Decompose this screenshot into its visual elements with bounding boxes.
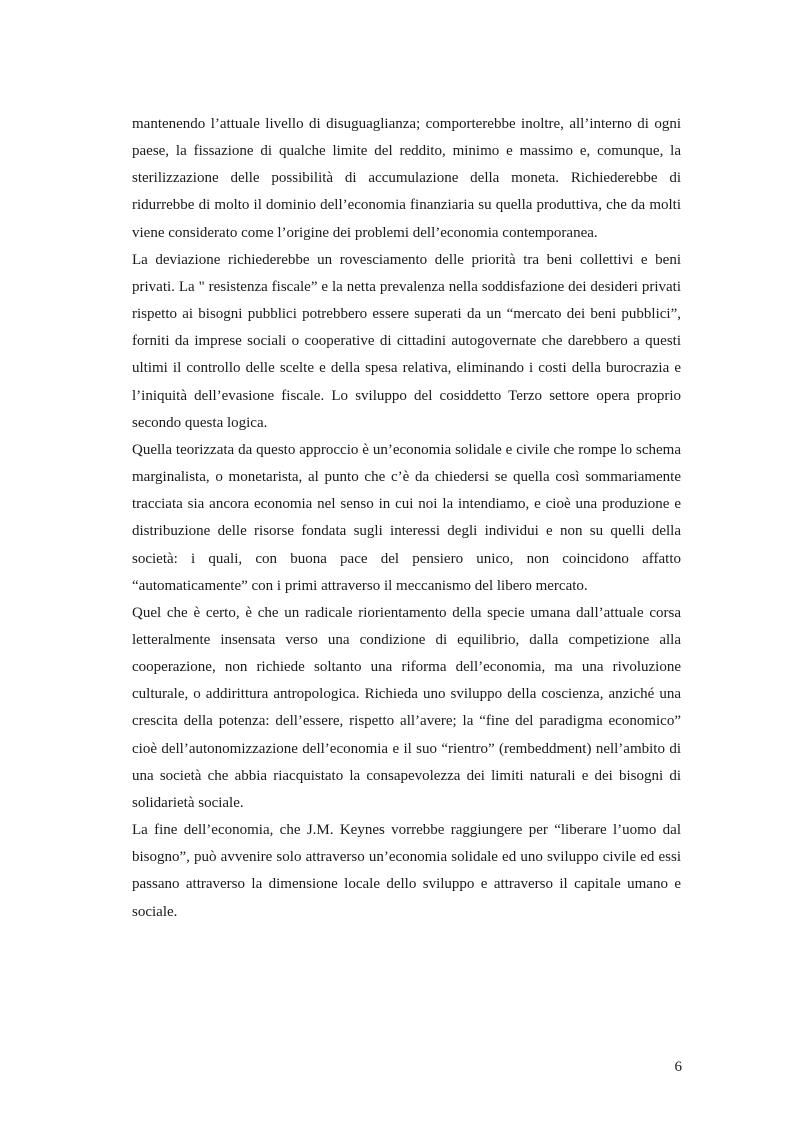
paragraph-3: Quella teorizzata da questo approccio è un’economia solidale e civile che rompe lo schema marginalista, o monetarista, al punto che c’è da chiedersi se quella così sommariamente tracciata sia ancora economia nel senso in cui noi la intendiamo, e cioè una produzione e distribuzione delle risorse fondata sugli interessi degli individui e non su quelli della società: i quali, con buona pace del pensiero unico, non coincidono affatto “automaticamente” con i primi attraverso il meccanismo del libero mercato. <box>132 441 681 594</box>
page-number: 6 <box>674 1059 682 1075</box>
paragraph-1: mantenendo l’attuale livello di disuguaglianza; comporterebbe inoltre, all’interno di ogni paese, la fissazione di qualche limite del reddito, minimo e massimo e, comunque, la sterilizzazione delle possibilità di accumulazione della moneta. Richiederebbe di ridurrebbe di molto il dominio dell’economia finanziaria su quella produttiva, che da molti viene considerato come l’origine dei problemi dell’economia contemporanea. <box>132 116 681 241</box>
paragraph-5: La fine dell’economia, che J.M. Keynes vorrebbe raggiungere per “liberare l’uomo dal bisogno”, può avvenire solo attraverso un’economia solidale ed uno sviluppo civile ed essi passano attraverso la dimensione locale dello sviluppo e attraverso il capitale umano e sociale. <box>132 822 681 920</box>
paragraph-4: Quel che è certo, è che un radicale riorientamento della specie umana dall’attuale corsa letteralmente insensata verso una condizione di equilibrio, dalla competizione alla cooperazione, non richiede soltanto una riforma dell’economia, ma una rivoluzione culturale, o addirittura antropologica. Richieda uno sviluppo della coscienza, anziché una crescita della potenza: dell’essere, rispetto all’avere; la “fine del paradigma economico” cioè dell’autonomizzazione dell’economia e il suo “rientro” (rembeddment) nell’ambito di una società che abbia riacquistato la consapevolezza dei limiti naturali e dei bisogni di solidarietà sociale. <box>132 604 681 811</box>
body-text <box>132 111 681 926</box>
paragraph-2: La deviazione richiederebbe un rovesciamento delle priorità tra beni collettivi e beni privati. La " resistenza fiscale” e la netta prevalenza nella soddisfazione dei desideri privati rispetto ai bisogni pubblici potrebbero essere superati da un “mercato dei beni pubblici”, forniti da imprese sociali o cooperative di cittadini autogovernate che darebbero a questi ultimi il controllo delle scelte e della spesa relativa, eliminando i costi della burocrazia e l’iniquità dell’evasione fiscale. Lo sviluppo del cosiddetto Terzo settore opera proprio secondo questa logica. <box>132 251 681 431</box>
